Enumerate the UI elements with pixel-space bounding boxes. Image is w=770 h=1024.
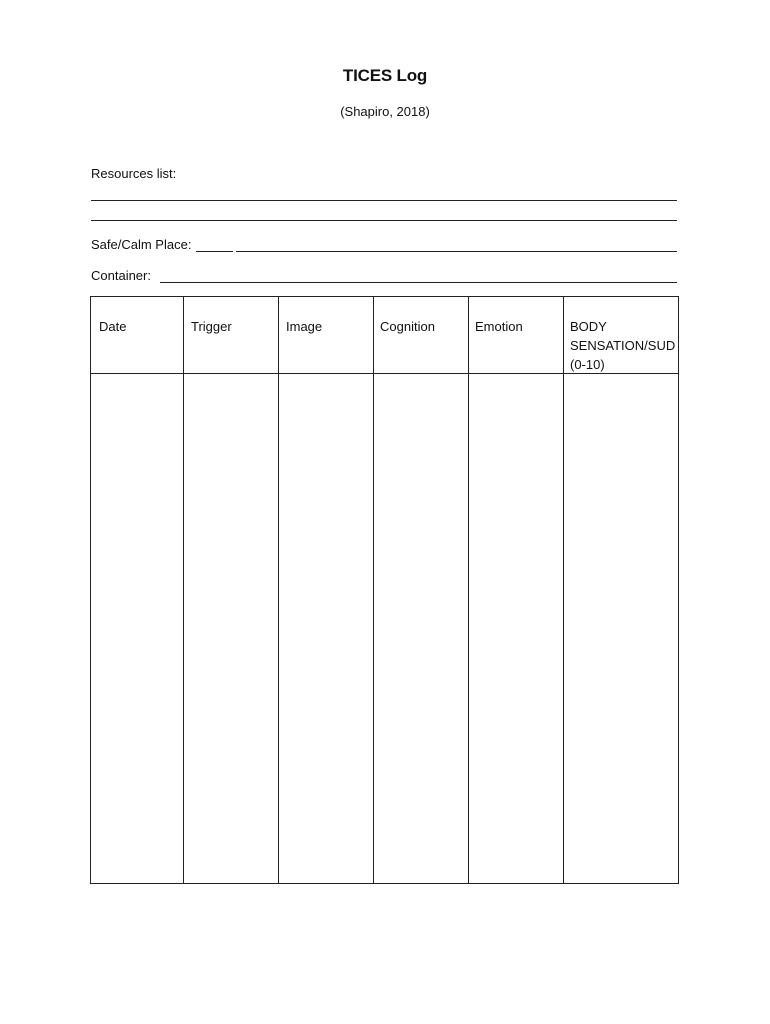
table-cell-cognition[interactable] xyxy=(374,374,468,883)
safe-place-label: Safe/Calm Place: xyxy=(91,237,192,252)
column-header-emotion: Emotion xyxy=(475,319,523,334)
table-cell-emotion[interactable] xyxy=(469,374,563,883)
resources-line-2[interactable] xyxy=(91,220,677,221)
safe-place-line[interactable] xyxy=(236,251,677,252)
column-header-body-line: (0-10) xyxy=(570,357,605,372)
table-cell-trigger[interactable] xyxy=(184,374,278,883)
table-cell-image[interactable] xyxy=(279,374,373,883)
column-header-body-sensation xyxy=(570,317,675,374)
container-label: Container: xyxy=(91,268,151,283)
column-header-cognition: Cognition xyxy=(380,319,435,334)
table-cell-body-sensation[interactable] xyxy=(564,374,678,883)
safe-place-line-short[interactable] xyxy=(196,251,233,252)
column-header-body-line: SENSATION/SUD xyxy=(570,338,676,353)
page-title: TICES Log xyxy=(342,66,428,85)
column-header-trigger: Trigger xyxy=(191,319,232,334)
page-citation: (Shapiro, 2018) xyxy=(340,104,430,119)
column-header-date: Date xyxy=(99,319,127,334)
tices-table xyxy=(90,296,679,884)
container-line[interactable] xyxy=(160,282,677,283)
table-cell-date[interactable] xyxy=(91,374,183,883)
column-header-image: Image xyxy=(286,319,323,334)
column-header-body-line: BODY xyxy=(570,319,607,334)
resources-line-1[interactable] xyxy=(91,200,677,201)
resources-label: Resources list: xyxy=(91,166,177,181)
